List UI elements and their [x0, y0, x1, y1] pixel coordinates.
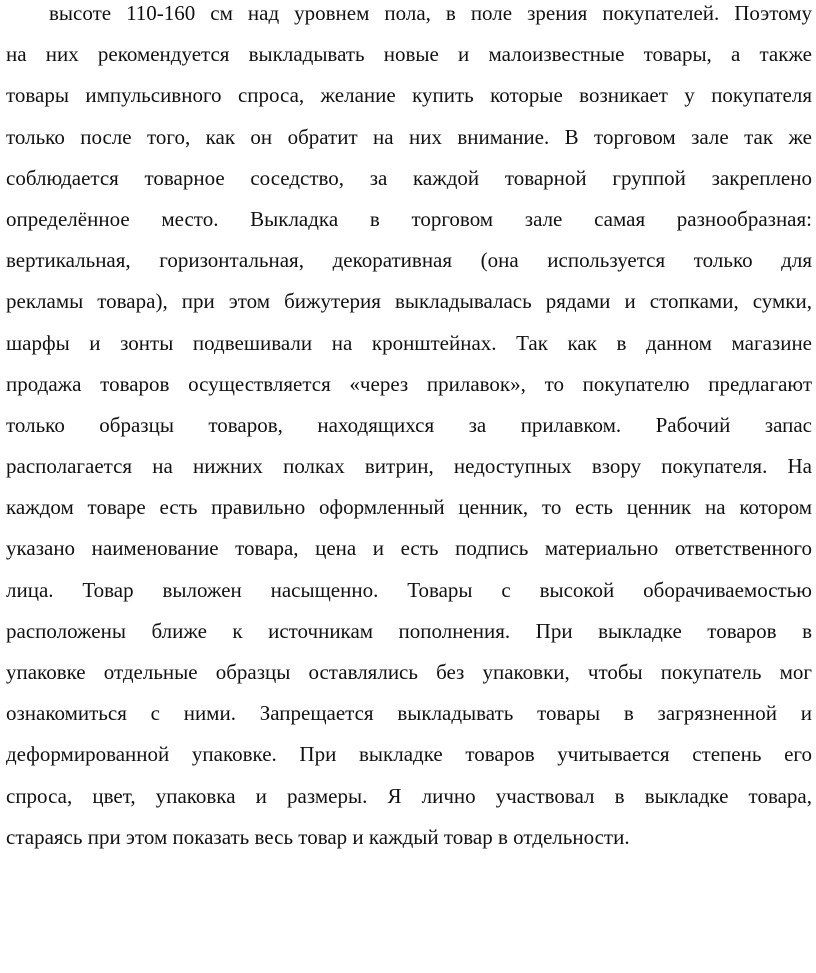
text-line: вертикальная, горизонтальная, декоративная (она используется только для: [6, 248, 812, 273]
body-paragraph: [6, 0, 812, 858]
text-line: ознакомиться с ними. Запрещается выкладывать товары в загрязненной и: [6, 701, 812, 726]
text-line: каждом товаре есть правильно оформленный ценник, то есть ценник на котором: [6, 495, 812, 520]
text-line: располагается на нижних полках витрин, недоступных взору покупателя. На: [6, 454, 812, 479]
text-line: определённое место. Выкладка в торговом зале самая разнообразная:: [6, 206, 812, 231]
text-line: указано наименование товара, цена и есть подпись материально ответственного: [6, 536, 812, 561]
text-line: шарфы и зонты подвешивали на кронштейнах. Так как в данном магазине: [6, 330, 812, 355]
text-line: только образцы товаров, находящихся за прилавком. Рабочий запас: [6, 412, 812, 437]
text-line: только после того, как он обратит на них внимание. В торговом зале так же: [6, 124, 812, 149]
text-line: расположены ближе к источникам пополнения. При выкладке товаров в: [6, 618, 812, 643]
text-line: спроса, цвет, упаковка и размеры. Я лично участвовал в выкладке товара,: [6, 783, 812, 808]
text-line: стараясь при этом показать весь товар и каждый товар в отдельности.: [6, 824, 630, 849]
text-line: рекламы товара), при этом бижутерия выкладывалась рядами и стопками, сумки,: [6, 289, 812, 314]
text-line: лица. Товар выложен насыщенно. Товары с высокой оборачиваемостью: [6, 577, 812, 602]
text-line: продажа товаров осуществляется «через прилавок», то покупателю предлагают: [6, 371, 812, 396]
text-line: товары импульсивного спроса, желание купить которые возникает у покупателя: [6, 83, 812, 108]
text-line: упаковке отдельные образцы оставлялись без упаковки, чтобы покупатель мог: [6, 660, 812, 684]
text-line: соблюдается товарное соседство, за каждой товарной группой закреплено: [6, 165, 812, 190]
text-line: высоте 110-160 см над уровнем пола, в поле зрения покупателей. Поэтому: [49, 1, 812, 25]
text-line: на них рекомендуется выкладывать новые и малоизвестные товары, а также: [6, 42, 812, 67]
text-line: деформированной упаковке. При выкладке товаров учитывается степень его: [6, 742, 812, 767]
